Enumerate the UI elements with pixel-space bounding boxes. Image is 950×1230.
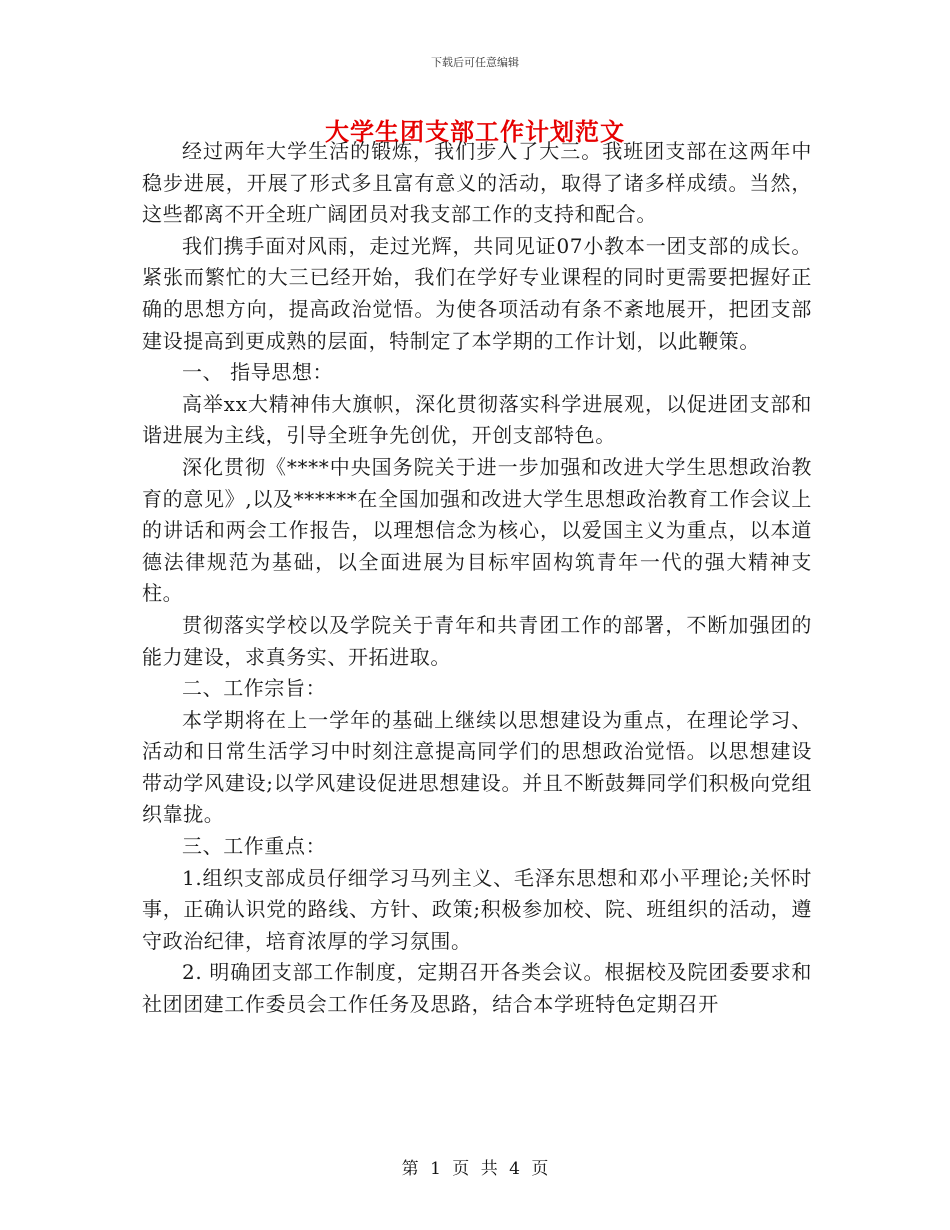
list-item: 1.组织支部成员仔细学习马列主义、毛泽东思想和邓小平理论;关怀时事，正确认识党的路线、方针、政策;积极参加校、院、班组织的活动，遵守政治纪律，培育浓厚的学习氛围。 <box>142 865 812 953</box>
paragraph: 本学期将在上一学年的基础上继续以思想建设为重点，在理论学习、活动和日常生活学习中时刻注意提高同学们的思想政治觉悟。以思想建设带动学风建设;以学风建设促进思想建设。并且不断鼓舞同学们积极向党组织靠拢。 <box>142 707 812 827</box>
section-heading: 三、工作重点： <box>182 834 327 859</box>
section-heading: 一、 指导思想： <box>182 360 334 385</box>
paragraph: 贯彻落实学校以及学院关于青年和共青团工作的部署，不断加强团的能力建设，求真务实、开拓进取。 <box>142 612 812 669</box>
list-item: 2. 明确团支部工作制度，定期召开各类会议。根据校及院团委要求和社团团建工作委员会工作任务及思路，结合本学班特色定期召开 <box>142 960 812 1017</box>
paragraph: 深化贯彻《****中央国务院关于进一步加强和改进大学生思想政治教育的意见》,以及******在全国加强和改进大学生思想政治教育工作会议上的讲话和两会工作报告，以理想信念为核心，以爱国主义为重点，以本道德法律规范为基础，以全面进展为目标牢固构筑青年一代的强大精神支柱。 <box>142 454 812 606</box>
document-body <box>142 136 812 1021</box>
document-title: 大学生团支部工作计划范文 <box>325 117 625 146</box>
paragraph: 经过两年大学生活的锻炼，我们步入了大三。我班团支部在这两年中稳步进展，开展了形式多且富有意义的活动，取得了诸多样成绩。当然，这些都离不开全班广阔团员对我支部工作的支持和配合。 <box>142 139 812 227</box>
header-note: 下载后可任意编辑 <box>431 56 519 69</box>
paragraph: 高举xx大精神伟大旗帜，深化贯彻落实科学进展观，以促进团支部和谐进展为主线，引导全班争先创优，开创支部特色。 <box>142 391 812 448</box>
section-heading: 二、工作宗旨： <box>182 676 327 701</box>
paragraph: 我们携手面对风雨，走过光辉，共同见证07小教本一团支部的成长。紧张而繁忙的大三已经开始，我们在学好专业课程的同时更需要把握好正确的思想方向，提高政治觉悟。为使各项活动有条不紊地展开，把团支部建设提高到更成熟的层面，特制定了本学期的工作计划，以此鞭策。 <box>142 233 812 353</box>
page-number: 第 1 页 共 4 页 <box>401 1159 549 1179</box>
